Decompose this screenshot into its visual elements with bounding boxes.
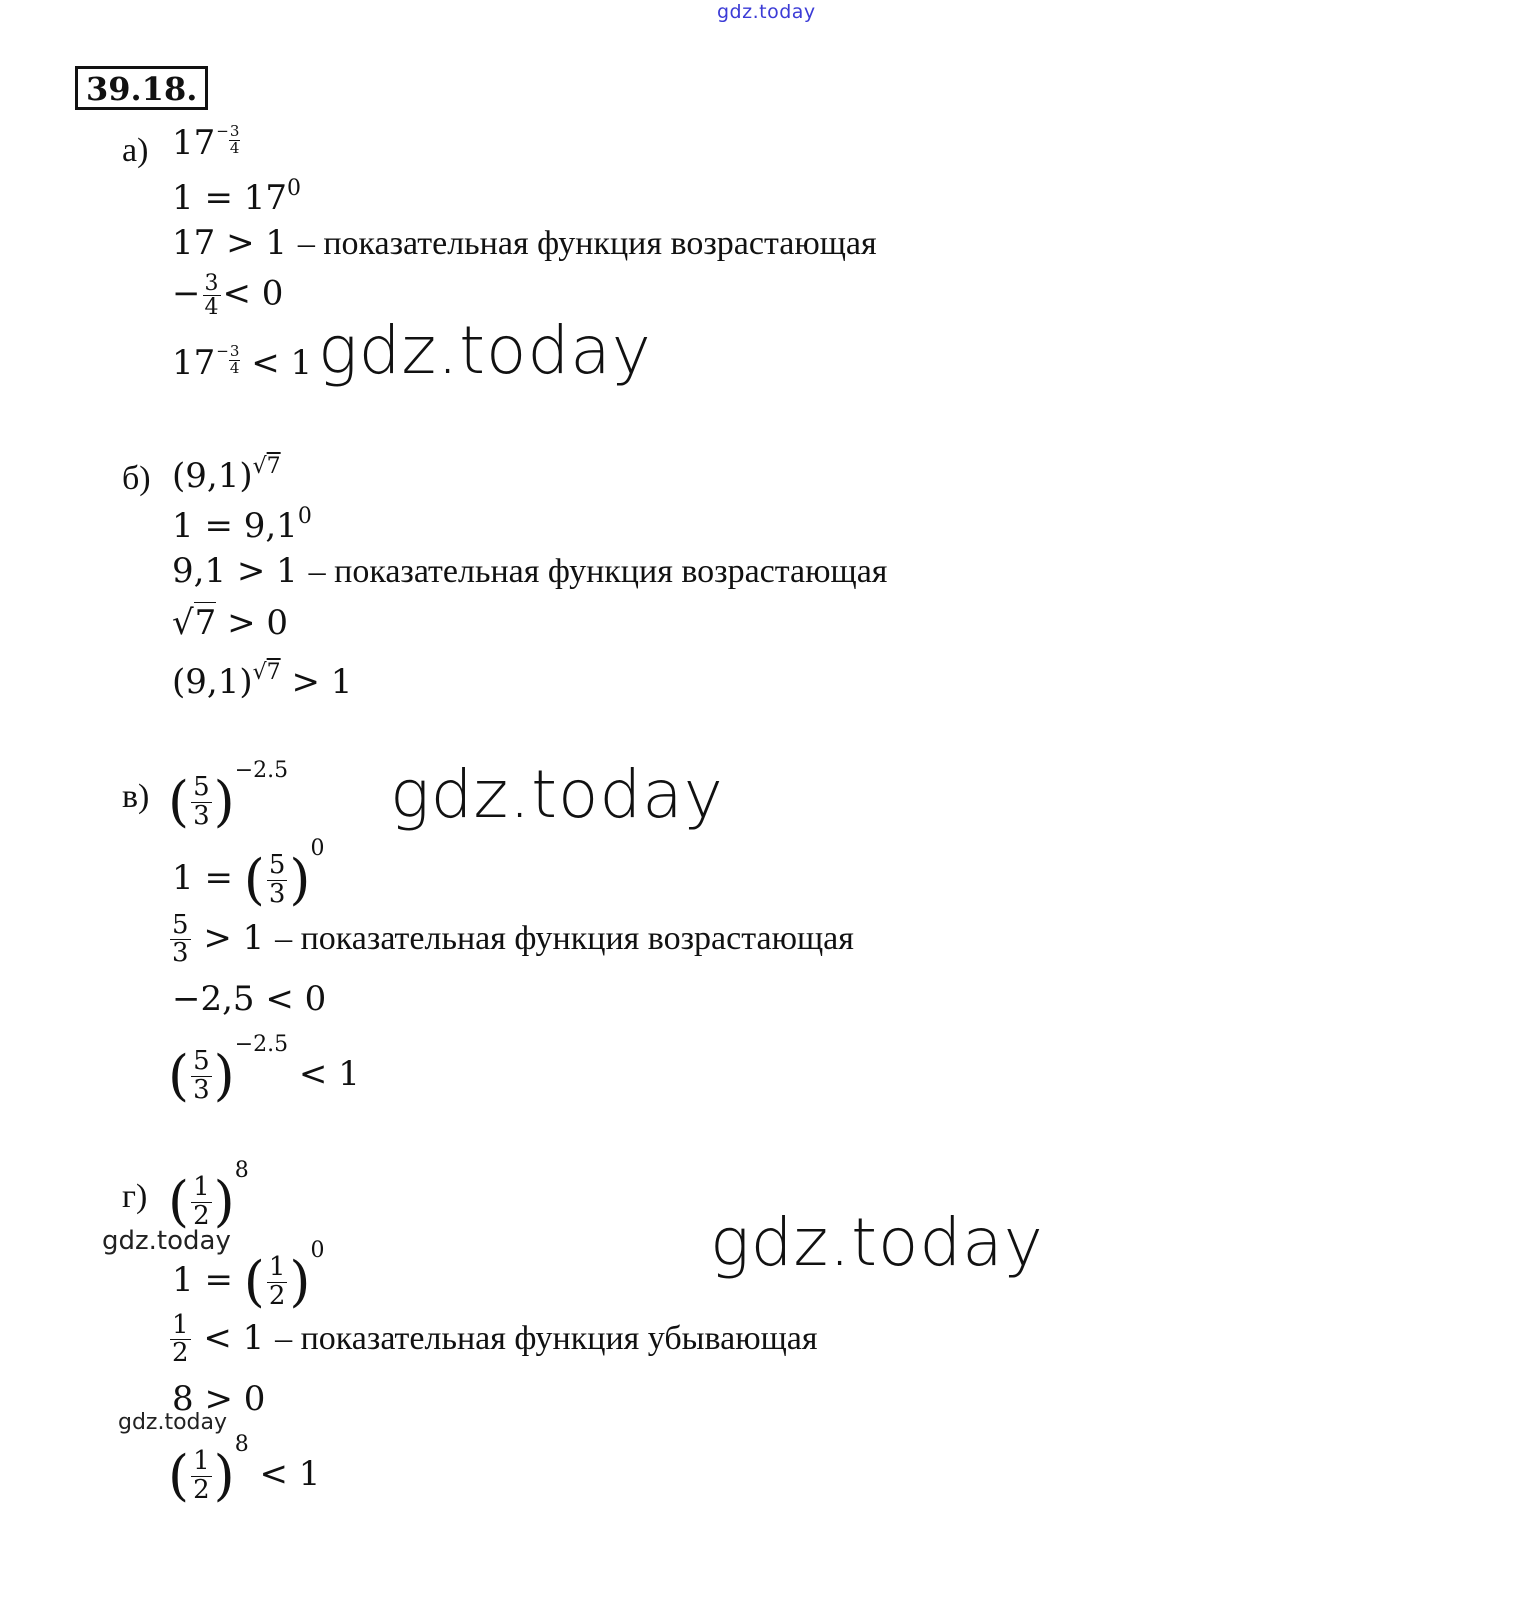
part-d-step4: ( $\frac{1}{2}$ )$^8$ < 1: [168, 1432, 321, 1507]
part-c-step2: $\frac{5}{3}$ > 1 – показательная функция возрастающая: [172, 910, 854, 969]
watermark-small-2: gdz.today: [118, 1410, 228, 1435]
part-a-step1: $1 = 17^0$: [172, 176, 301, 218]
part-c-step3: −2,5 < 0: [172, 979, 327, 1019]
watermark-small-1: gdz.today: [102, 1226, 231, 1256]
part-c-step4: ( $\frac{5}{3}$ )$^{-2.5}$ < 1: [168, 1032, 360, 1107]
part-c-expression: ( $\frac{5}{3}$ )$^{-2.5}$: [168, 758, 289, 833]
part-a-step3: − $\frac{3}{4}$ < 0: [172, 271, 284, 321]
part-b-label: б): [122, 460, 151, 497]
part-b-step4: $(9,1)^{√7} > 1$: [172, 660, 353, 702]
part-c-step1: 1 = ( $\frac{5}{3}$ )$^0$: [172, 836, 325, 911]
watermark-big-2: gdz.today: [390, 756, 724, 833]
part-c-label: в): [122, 778, 150, 815]
part-a-phrase: – показательная функция возрастающая: [297, 225, 877, 262]
part-d-label: г): [122, 1178, 148, 1215]
watermark-big-1: gdz.today: [318, 312, 652, 389]
part-c-phrase: – показательная функция возрастающая: [275, 919, 854, 957]
watermark-big-3: gdz.today: [710, 1204, 1044, 1281]
task-number: 39.18.: [75, 66, 208, 110]
part-d-step1: 1 = ( $\frac{1}{2}$ )$^0$: [172, 1238, 325, 1313]
part-b-step2: 9,1 > 1 – показательная функция возрастающая: [172, 551, 888, 591]
part-d-step2: $\frac{1}{2}$ < 1 – показательная функция убывающая: [172, 1310, 818, 1369]
part-d-expression: ( $\frac{1}{2}$ )$^8$: [168, 1158, 249, 1233]
part-d-phrase: – показательная функция убывающая: [275, 1319, 818, 1357]
part-b-phrase: – показательная функция возрастающая: [308, 553, 888, 590]
part-d-step3: 8 > 0: [172, 1379, 266, 1419]
part-a-label: а): [122, 132, 149, 169]
part-a-step2: 17 > 1 – показательная функция возрастающая: [172, 223, 877, 263]
part-b-step1: $1 = 9,1^0$: [172, 504, 312, 546]
part-b-expression: $(9,1)^{√7}$: [172, 454, 281, 496]
part-a-step4: 17 − $\frac{3}{4}$ < 1: [172, 342, 313, 383]
watermark-top: gdz.today: [717, 1, 816, 23]
part-a-expression: 17 − $\frac{3}{4}$: [172, 122, 240, 163]
part-b-step3: √7 > 0: [172, 603, 289, 643]
